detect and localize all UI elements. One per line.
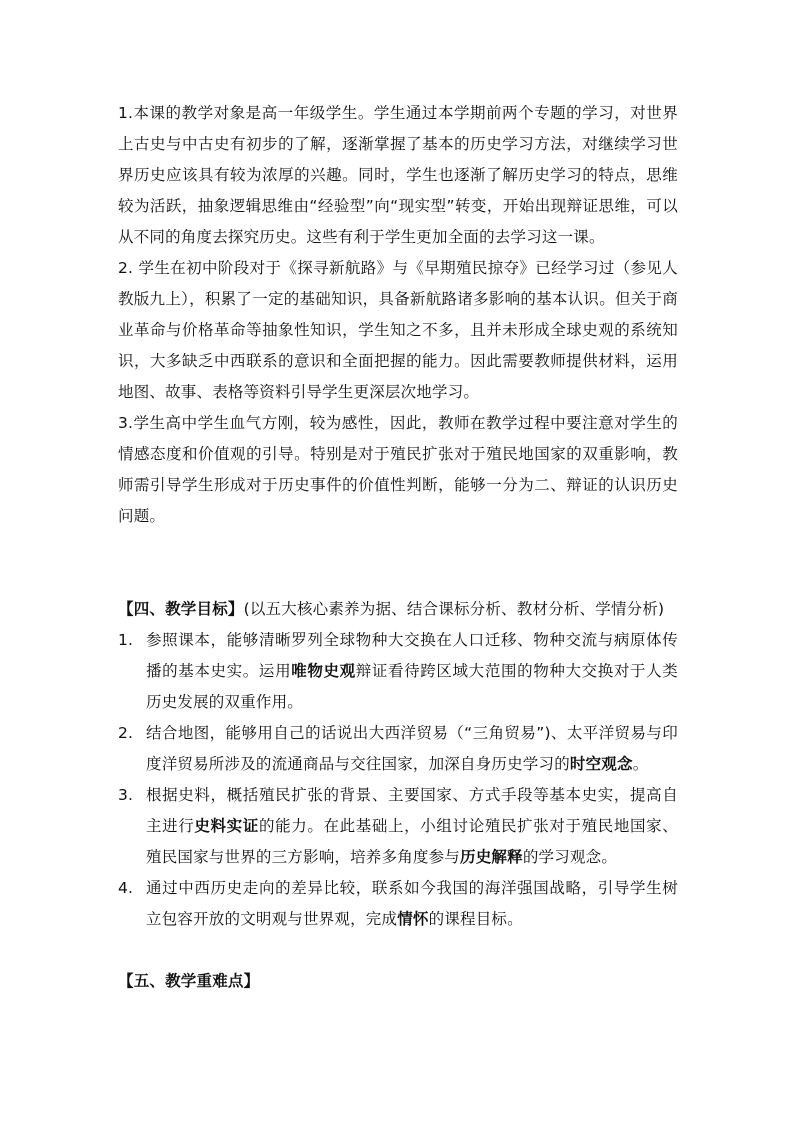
objective-text-part: 。 — [632, 755, 649, 773]
objective-text-part: 通过中西历史走向的差异比较，联系如今我国的海洋强国战略，引导学生树立包容开放的文明观与世界观，完成 — [146, 879, 678, 928]
objective-text-part: 参照课本，能够清晰罗列全球物种大交换在人口迁移、物种交流与病原体传播的基本史实。运用 — [146, 631, 678, 680]
section-spacer — [118, 532, 678, 594]
objective-text — [146, 780, 678, 873]
section-5-title: 【五、教学重难点】 — [118, 972, 260, 990]
objective-number: 1. — [118, 631, 134, 649]
objective-text — [146, 625, 678, 718]
objective-item-2 — [118, 718, 678, 780]
objective-text-part: 的课程目标。 — [428, 910, 523, 928]
objective-text-part: 结合地图，能够用自己的话说出大西洋贸易（“三角贸易”)、太平洋贸易与印度洋贸易所涉及的流通商品与交往国家，加深自身历史学习的 — [146, 724, 678, 773]
objective-item-1 — [118, 625, 678, 718]
objective-text-part: 的能力。在此基础上，小组讨论殖民扩张对于殖民地国家、殖民国家与世界的三方影响，培养多角度参与 — [146, 817, 678, 866]
analysis-paragraph-3: 3.学生高中学生血气方刚，较为感性，因此，教师在教学过程中要注意对学生的情感态度和价值观的引导。特别是对于殖民扩张对于殖民地国家的双重影响，教师需引导学生形成对于历史事件的价值性判断，能够一分为二、辩证的认识历史问题。 — [118, 414, 678, 525]
objective-keyword: 情怀 — [397, 910, 429, 928]
objective-number: 2. — [118, 724, 134, 742]
section-4-subtitle: (以五大核心素养为据、结合课标分析、教材分析、学情分析) — [243, 600, 665, 618]
objective-item-3 — [118, 780, 678, 873]
objective-text — [146, 718, 678, 780]
objective-number: 3. — [118, 786, 134, 804]
analysis-paragraph-1: 1.本课的教学对象是高一年级学生。学生通过本学期前两个专题的学习，对世界上古史与中古史有初步的了解，逐渐掌握了基本的历史学习方法，对继续学习世界历史应该具有较为浓厚的兴趣。同时，学生也逐渐了解历史学习的特点，思维较为活跃，抽象逻辑思维由“经验型”向“现实型”转变，开始出现辩证思维，可以从不同的角度去探究历史。这些有利于学生更加全面的去学习这一课。 — [118, 104, 678, 246]
document-content — [118, 98, 678, 997]
objective-text-part: 的学习观念。 — [522, 848, 618, 866]
objective-text-part: 根据史料，概括殖民扩张的背景、主要国家、方式手段等基本史实，提高自主进行 — [146, 786, 678, 835]
objectives-list — [118, 625, 678, 935]
objective-keyword: 历史解释 — [460, 848, 523, 866]
objective-item-4 — [118, 873, 678, 935]
section-4-title: 【四、教学目标】 — [118, 600, 244, 618]
objective-text — [146, 873, 678, 935]
analysis-paragraph-2: 2. 学生在初中阶段对于《探寻新航路》与《早期殖民掠夺》已经学习过（参见人教版九上），积累了一定的基础知识，具备新航路诸多影响的基本认识。但关于商业革命与价格革命等抽象性知识，学生知之不多，且并未形成全球史观的系统知识，大多缺乏中西联系的意识和全面把握的能力。因此需要教师提供材料，运用地图、故事、表格等资料引导学生更深层次地学习。 — [118, 259, 678, 401]
section-5-heading — [118, 966, 678, 997]
section-spacer — [118, 935, 678, 966]
section-4-heading — [118, 594, 678, 625]
objective-text-part: 辩证看待跨区域大范围的物种大交换对于人类历史发展的双重作用。 — [146, 662, 678, 711]
objective-number: 4. — [118, 879, 134, 897]
objective-keyword: 唯物史观 — [291, 662, 356, 680]
objective-keyword: 史料实证 — [194, 817, 259, 835]
objective-keyword: 时空观念 — [569, 755, 633, 773]
